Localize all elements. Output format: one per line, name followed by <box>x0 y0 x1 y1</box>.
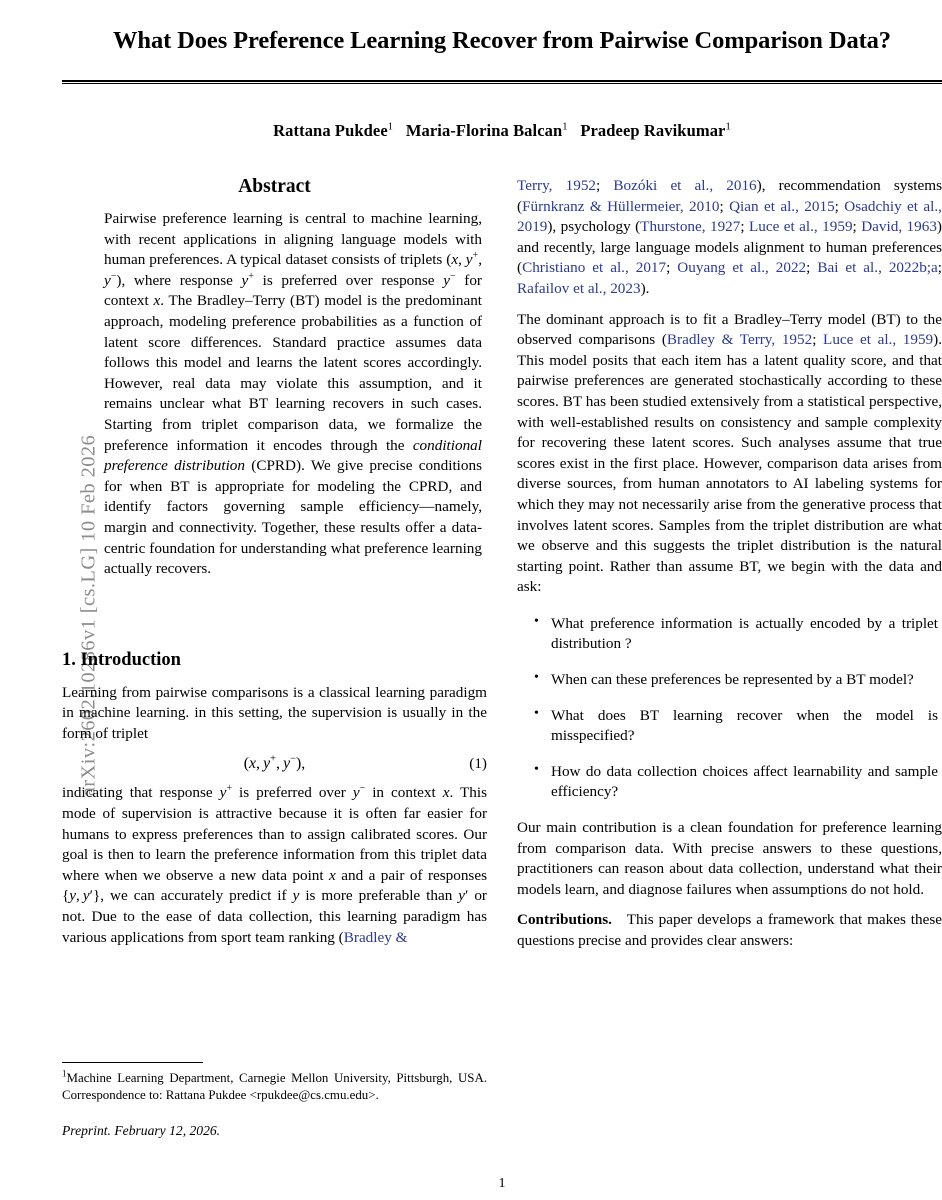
arxiv-stamp: arXiv:2602.10286v1 [cs.LG] 10 Feb 2026 <box>77 434 100 797</box>
main-contribution-paragraph: Our main contribution is a clean foundation for preference learning from comparison data. With precise answers to these questions, practitioners can reason about data collection, understand what their models learn, and diagnose failures when assumptions do not hold. <box>517 819 942 898</box>
citation-link[interactable]: Terry, 1952 <box>517 177 597 194</box>
right-column <box>517 176 942 952</box>
author-entry <box>273 121 393 140</box>
research-questions-list <box>517 614 942 803</box>
citations-continuation: Terry, 1952; Bozóki et al., 2016), recommendation systems (Fürnkranz & Hüllermeier, 2010; Qian et al., 2015; Osadchiy et al., 2019), psychology (Thurstone, 1927; Luce et al., 1959; David, 1963) and recently, large language models alignment to human preferences (Christiano et al., 2017; Ouyang et al., 2022; Bai et al., 2022b;a; Rafailov et al., 2023). <box>517 177 942 297</box>
citation-link[interactable]: Christiano et al., 2017 <box>522 259 667 277</box>
footnote-block <box>62 1062 487 1139</box>
author-list <box>62 121 942 141</box>
citation-link[interactable]: David, 1963 <box>861 218 937 236</box>
citation-link[interactable]: Bozóki et al., 2016 <box>613 177 757 194</box>
list-item: • How do data collection choices affect learnability and sample efficiency? <box>551 762 938 803</box>
author-entry <box>406 121 568 140</box>
contributions-paragraph <box>517 910 942 951</box>
equation-1-number: (1) <box>469 755 487 773</box>
dominant-approach-paragraph: The dominant approach is to fit a Bradley–Terry model (BT) to the observed comparisons (Bradley & Terry, 1952; Luce et al., 1959). This model posits that each item has a latent quality score, and that pairwise preferences are generated stochastically according to these scores. BT has been studied extensively from a statistical perspective, with well-established results on consistency and sample complexity for recovering these latent scores. Such analyses assume that true scores exist in the first place. However, comparison data arises from diverse sources, from human annotators to AI labeling systems for which they may not necessarily arise from the generative process that involves latent scores. Samples from the triplet distribution are what we observe and this suggests the triplet distribution is the natural starting point. Rather than assume BT, we begin with the data and ask: <box>517 310 942 596</box>
abstract-heading: Abstract <box>238 176 311 197</box>
equation-1-body: (x, y+, y−), <box>243 754 306 773</box>
introduction-heading: 1. Introduction <box>62 649 181 670</box>
introduction-paragraph-1: Learning from pairwise comparisons is a classical learning paradigm in machine learning. in this setting, the supervision is usually in the form of triplet <box>62 683 487 742</box>
citation-link[interactable]: Bradley & <box>343 928 408 946</box>
citation-link[interactable]: Fürnkranz & Hüllermeier, 2010 <box>522 197 720 215</box>
author-name: Pradeep Ravikumar <box>580 120 726 140</box>
citation-link[interactable]: Osadchiy et al., 2019 <box>517 197 942 236</box>
citation-link[interactable]: Thurstone, 1927 <box>640 218 741 236</box>
title-divider <box>62 80 942 84</box>
contributions-label: Contributions. <box>517 911 612 929</box>
page-title: What Does Preference Learning Recover from Pairwise Comparison Data? <box>113 27 891 54</box>
citation-link[interactable]: Rafailov et al., 2023 <box>517 279 641 297</box>
citation-link[interactable]: Ouyang et al., 2022 <box>677 259 807 277</box>
author-entry <box>580 121 731 140</box>
author-name: Rattana Pukdee <box>273 120 388 140</box>
citation-link[interactable]: Bradley & Terry, 1952 <box>666 331 813 349</box>
page-number: 1 <box>498 1176 506 1191</box>
list-item: • What preference information is actually encoded by a triplet distribution ? <box>551 614 938 655</box>
citation-link[interactable]: Qian et al., 2015 <box>729 197 835 215</box>
paper-page <box>62 0 942 1200</box>
author-affiliation-marker: 1 <box>387 121 394 133</box>
footnote-divider <box>62 1062 203 1063</box>
citation-link[interactable]: Luce et al., 1959 <box>749 218 853 236</box>
author-affiliation-marker: 1 <box>562 121 568 133</box>
citation-link[interactable]: Bai et al., 2022b;a <box>817 259 938 277</box>
contributions-text: This paper develops a framework that makes these questions precise and provides clear answers: <box>517 911 942 949</box>
two-column-body <box>62 176 942 1186</box>
list-item: • What does BT learning recover when the model is misspecified? <box>551 706 938 747</box>
footnote-marker: 1 <box>62 1068 67 1079</box>
abstract-text: Pairwise preference learning is central to machine learning, with recent applications in aligning language models with human preferences. A typical dataset consists of triplets (x, y+, y−), where response y+ is preferred over response y− for context x. The Bradley–Terry (BT) model is the predominant approach, modeling preference probabilities as a function of latent score differences. Standard practice assumes data follows this model and learns the latent scores accordingly. However, real data may violate this assumption, and it remains unclear what BT learning recovers in such cases. Starting from triplet comparison data, we formalize the preference information it encodes through the conditional preference distribution (CPRD). We give precise conditions for when BT is appropriate for modeling the CPRD, and identify factors governing sample efficiency—namely, margin and connectivity. Together, these results offer a data-centric foundation for understanding what preference learning actually recovers. <box>104 210 483 578</box>
footnote-text: $^1$Machine Learning Department, Carnegie Mellon University, Pittsburgh, USA. Correspondence to: Rattana Pukdee <rpukdee@cs.cmu.edu>. <box>62 1068 487 1103</box>
equation-1 <box>62 755 487 773</box>
list-item: • When can these preferences be represented by a BT model? <box>551 670 938 691</box>
citation-link[interactable]: Luce et al., 1959 <box>823 331 934 349</box>
introduction-paragraph-2: indicating that response y+ is preferred over y− in context x. This mode of supervision is attractive because it is often far easier for humans to express preferences than to assign calibrated scores. Our goal is then to learn the preference information from this triplet data where when we observe a new data point x and a pair of responses {y, y′}, we can accurately predict if y is more preferable than y′ or not. Due to the ease of data collection, this learning paradigm has various applications from sport team ranking (Bradley & <box>62 783 488 946</box>
left-column <box>62 176 488 1139</box>
author-affiliation-marker: 1 <box>725 121 731 133</box>
preprint-line: Preprint. February 12, 2026. <box>62 1123 221 1139</box>
author-name: Maria-Florina Balcan <box>405 120 563 140</box>
